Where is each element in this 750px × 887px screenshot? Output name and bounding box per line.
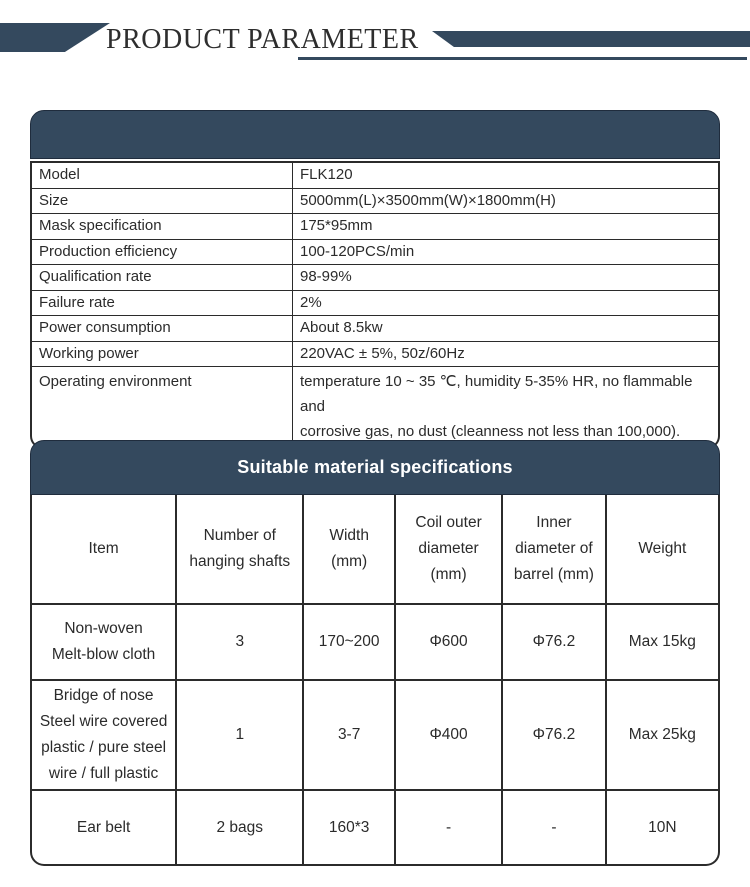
spec-label: Failure rate bbox=[32, 291, 293, 316]
spec-value: 175*95mm bbox=[300, 217, 373, 234]
spec-label: Power consumption bbox=[32, 316, 293, 341]
spec-value: About 8.5kw bbox=[300, 319, 383, 336]
table-row bbox=[32, 264, 718, 290]
spec-value: 100-120PCS/min bbox=[300, 242, 415, 260]
table-row bbox=[32, 315, 718, 341]
material-item: Non-woven Melt-blow cloth bbox=[32, 605, 177, 681]
column-header-width: Width (mm) bbox=[304, 495, 395, 605]
column-header-weight: Weight bbox=[607, 495, 718, 605]
spec-label: Production efficiency bbox=[32, 240, 293, 265]
material-item: Bridge of nose Steel wire covered plastic / pure steel wire / full plastic bbox=[32, 681, 177, 791]
material-inner-barrel: - bbox=[503, 791, 606, 864]
title-underline bbox=[298, 57, 747, 60]
spec-value: 220VAC ± 5%, 50z/60Hz bbox=[300, 344, 465, 362]
spec-value-line: temperature 10 ~ 35 ℃, humidity 5-35% HR, no flammable and bbox=[300, 373, 693, 415]
spec-value: FLK120 bbox=[300, 166, 353, 183]
material-coil-outer: Φ600 bbox=[396, 605, 503, 681]
spec-value: 5000mm(L)×3500mm(W)×1800mm(H) bbox=[300, 191, 556, 209]
spec-value bbox=[293, 367, 718, 447]
column-header-inner-barrel-diameter: Inner diameter of barrel (mm) bbox=[503, 495, 606, 605]
column-header-coil-outer-diameter: Coil outer diameter (mm) bbox=[396, 495, 503, 605]
material-coil-outer: - bbox=[396, 791, 503, 864]
material-inner-barrel: Φ76.2 bbox=[503, 605, 606, 681]
banner-left-parallelogram bbox=[0, 23, 110, 52]
spec-label: Working power bbox=[32, 342, 293, 367]
spec-label: Model bbox=[32, 163, 293, 188]
table-row bbox=[32, 341, 718, 367]
table-row bbox=[32, 290, 718, 316]
material-weight: Max 25kg bbox=[607, 681, 718, 791]
table-row bbox=[32, 366, 718, 447]
material-width: 160*3 bbox=[304, 791, 395, 864]
material-shafts: 3 bbox=[177, 605, 304, 681]
spec-value-line: corrosive gas, no dust (cleanness not less than 100,000). bbox=[300, 423, 681, 440]
table-row bbox=[32, 188, 718, 214]
material-shafts: 2 bags bbox=[177, 791, 304, 864]
material-width: 170~200 bbox=[304, 605, 395, 681]
material-weight: Max 15kg bbox=[607, 605, 718, 681]
spec-table-body bbox=[30, 161, 720, 449]
material-inner-barrel: Φ76.2 bbox=[503, 681, 606, 791]
material-shafts: 1 bbox=[177, 681, 304, 791]
table-row bbox=[32, 213, 718, 239]
spec-table bbox=[30, 110, 720, 449]
spec-label: Operating environment bbox=[32, 367, 293, 447]
page-title: PRODUCT PARAMETER bbox=[106, 24, 419, 55]
column-header-hanging-shafts: Number of hanging shafts bbox=[177, 495, 304, 605]
spec-label: Size bbox=[32, 189, 293, 214]
material-table-grid bbox=[30, 495, 720, 866]
spec-label: Qualification rate bbox=[32, 265, 293, 290]
table-row bbox=[32, 163, 718, 188]
material-table-title-bar bbox=[30, 440, 720, 495]
spec-label: Mask specification bbox=[32, 214, 293, 239]
column-header-item: Item bbox=[32, 495, 177, 605]
spec-value: 2% bbox=[300, 293, 322, 311]
table-row bbox=[32, 239, 718, 265]
material-weight: 10N bbox=[648, 818, 677, 836]
spec-value: 98-99% bbox=[300, 268, 352, 285]
material-coil-outer: Φ400 bbox=[396, 681, 503, 791]
banner-right-parallelogram bbox=[432, 31, 750, 47]
spec-table-header-bar bbox=[30, 110, 720, 159]
material-table bbox=[30, 440, 720, 866]
material-width: 3-7 bbox=[304, 681, 395, 791]
material-table-title: Suitable material specifications bbox=[237, 457, 513, 477]
material-item: Ear belt bbox=[32, 791, 177, 864]
